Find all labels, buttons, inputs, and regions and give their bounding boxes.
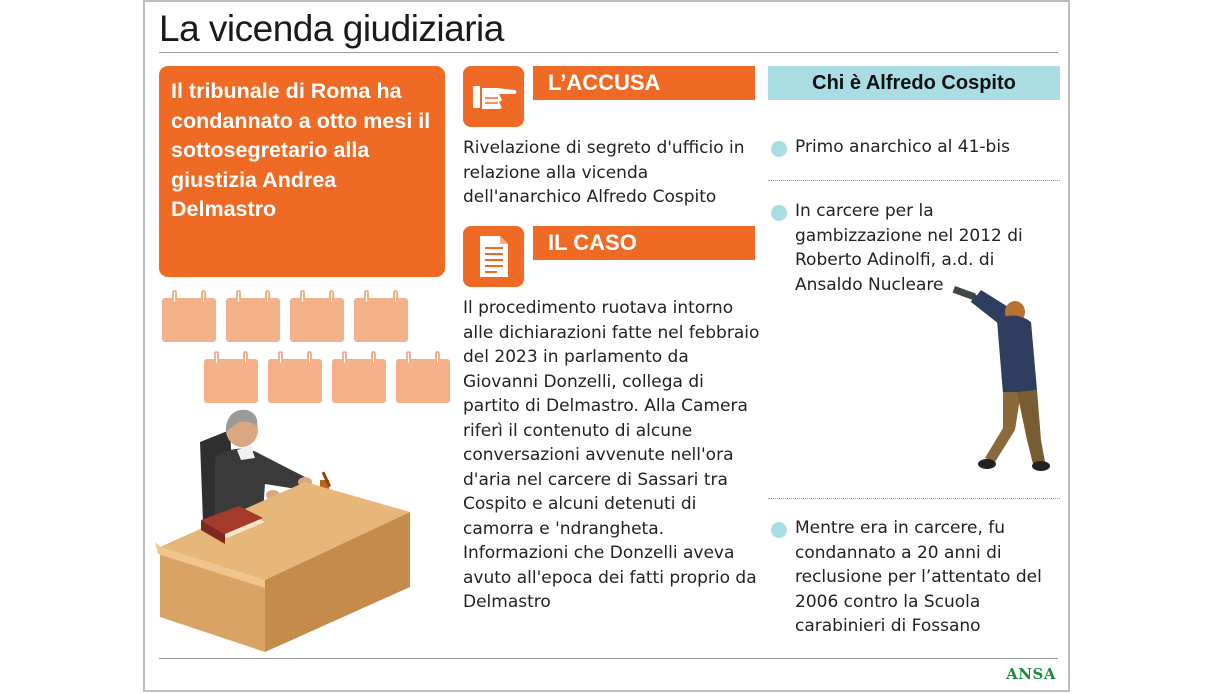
bullet-dot [771,141,787,157]
who-item-1: Primo anarchico al 41-bis [795,137,1010,157]
who-item-2: In carcere per la gambizzazione nel 2012 di Roberto Adinolfi, a.d. di Ansaldo Nucleare [795,201,1023,295]
calendar-icon [354,298,408,342]
calendar-icon [162,298,216,342]
caso-icon-box [463,226,524,287]
footer-divider [159,658,1058,659]
title-divider [159,52,1058,53]
page-title: La vicenda giudiziaria [159,8,504,49]
document-icon [463,226,524,287]
who-divider [768,180,1060,181]
calendar-icon [396,359,450,403]
calendar-icon [332,359,386,403]
source-logo: ANSA [1006,665,1056,683]
shooter-illustration [945,280,1055,480]
who-divider [768,498,1060,499]
caso-body: Il procedimento ruotava intorno alle dichiarazioni fatte nel febbraio del 2023 in parlamento da Giovanni Donzelli, collega di partito di Delmastro. Alla Camera riferì il contenuto di alcune conversazioni avvenute nell'ora d'aria nel carcere di Sassari tra Cospito e alcuni detenuti di camorra e 'ndrangheta. Informazioni che Donzelli aveva avuto all'epoca dei fatti proprio da Delmastro [463,298,760,612]
calendar-icon [290,298,344,342]
caso-heading: IL CASO [533,226,755,260]
who-heading: Chi è Alfredo Cospito [768,66,1060,100]
pointing-hand-icon [463,66,524,127]
verdict-box: Il tribunale di Roma ha condannato a otto mesi il sottosegretario alla giustizia Andrea Delmastro [159,66,445,277]
infographic-card [143,0,1070,692]
who-item-3: Mentre era in carcere, fu condannato a 20 anni di reclusione per l’attentato del 2006 contro la Scuola carabinieri di Fossano [795,518,1042,636]
calendar-icon [268,359,322,403]
accusa-heading: L’ACCUSA [533,66,755,100]
bullet-dot [771,205,787,221]
accusa-body: Rivelazione di segreto d'ufficio in relazione alla vicenda dell'anarchico Alfredo Cospito [463,138,745,207]
calendar-icon [226,298,280,342]
accusa-icon-box [463,66,524,127]
judge-illustration [155,402,445,652]
bullet-dot [771,522,787,538]
calendar-icon [204,359,258,403]
